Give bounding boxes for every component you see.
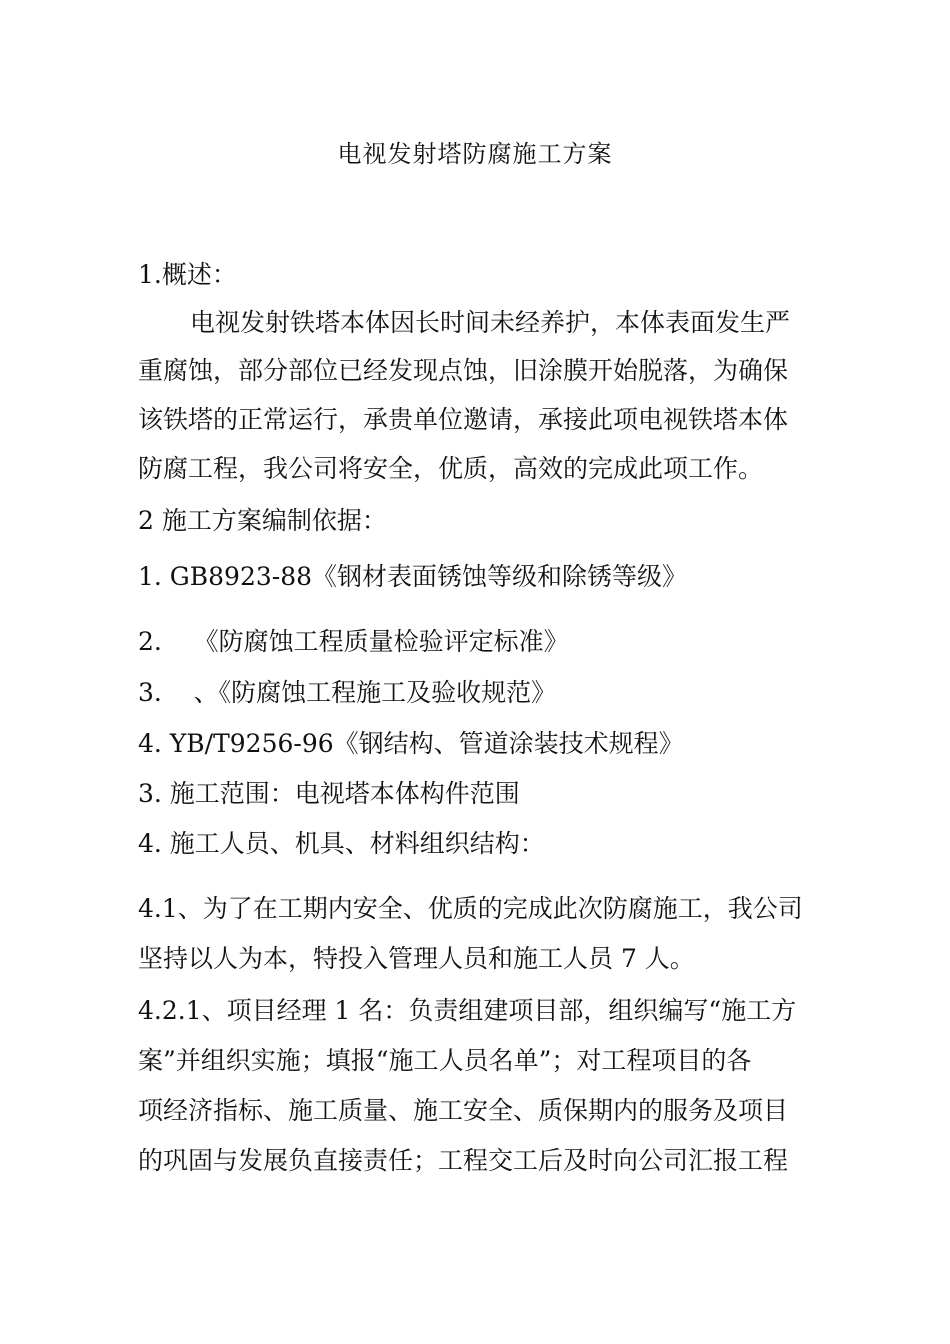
paragraph-line: 该铁塔的正常运行，承贵单位邀请，承接此项电视铁塔本体 <box>138 405 789 434</box>
section-heading-overview: 1.概述： <box>138 260 237 289</box>
paragraph-line: 防腐工程，我公司将安全，优质，高效的完成此项工作。 <box>138 454 764 483</box>
paragraph-line: 案”并组织实施；填报“施工人员名单”；对工程项目的各 <box>138 1046 752 1075</box>
paragraph-line: 4.2.1、项目经理 1 名：负责组建项目部，组织编写“施工方 <box>138 996 797 1025</box>
list-item: 3. 、《防腐蚀工程施工及验收规范》 <box>138 678 557 707</box>
list-item: 2. 《防腐蚀工程质量检验评定标准》 <box>138 627 569 656</box>
paragraph-line: 项经济指标、施工质量、施工安全、质保期内的服务及项目 <box>138 1096 789 1125</box>
list-item: 4. YB/T9256-96《钢结构、管道涂装技术规程》 <box>138 729 684 758</box>
list-item: 1. GB8923-88《钢材表面锈蚀等级和除锈等级》 <box>138 562 688 591</box>
paragraph-line: 重腐蚀，部分部位已经发现点蚀，旧涂膜开始脱落，为确保 <box>138 356 789 385</box>
paragraph-line: 4.1、为了在工期内安全、优质的完成此次防腐施工，我公司 <box>138 894 803 923</box>
section-heading-organization: 4. 施工人员、机具、材料组织结构： <box>138 829 545 858</box>
section-heading-scope: 3. 施工范围：电视塔本体构件范围 <box>138 779 520 808</box>
paragraph-line: 坚持以人为本，特投入管理人员和施工人员 7 人。 <box>138 944 695 973</box>
section-heading-basis: 2 施工方案编制依据： <box>138 506 387 535</box>
paragraph-line: 的巩固与发展负直接责任；工程交工后及时向公司汇报工程 <box>138 1146 789 1175</box>
document-title: 电视发射塔防腐施工方案 <box>337 140 613 168</box>
paragraph-line: 电视发射铁塔本体因长时间未经养护，本体表面发生严 <box>190 308 791 337</box>
